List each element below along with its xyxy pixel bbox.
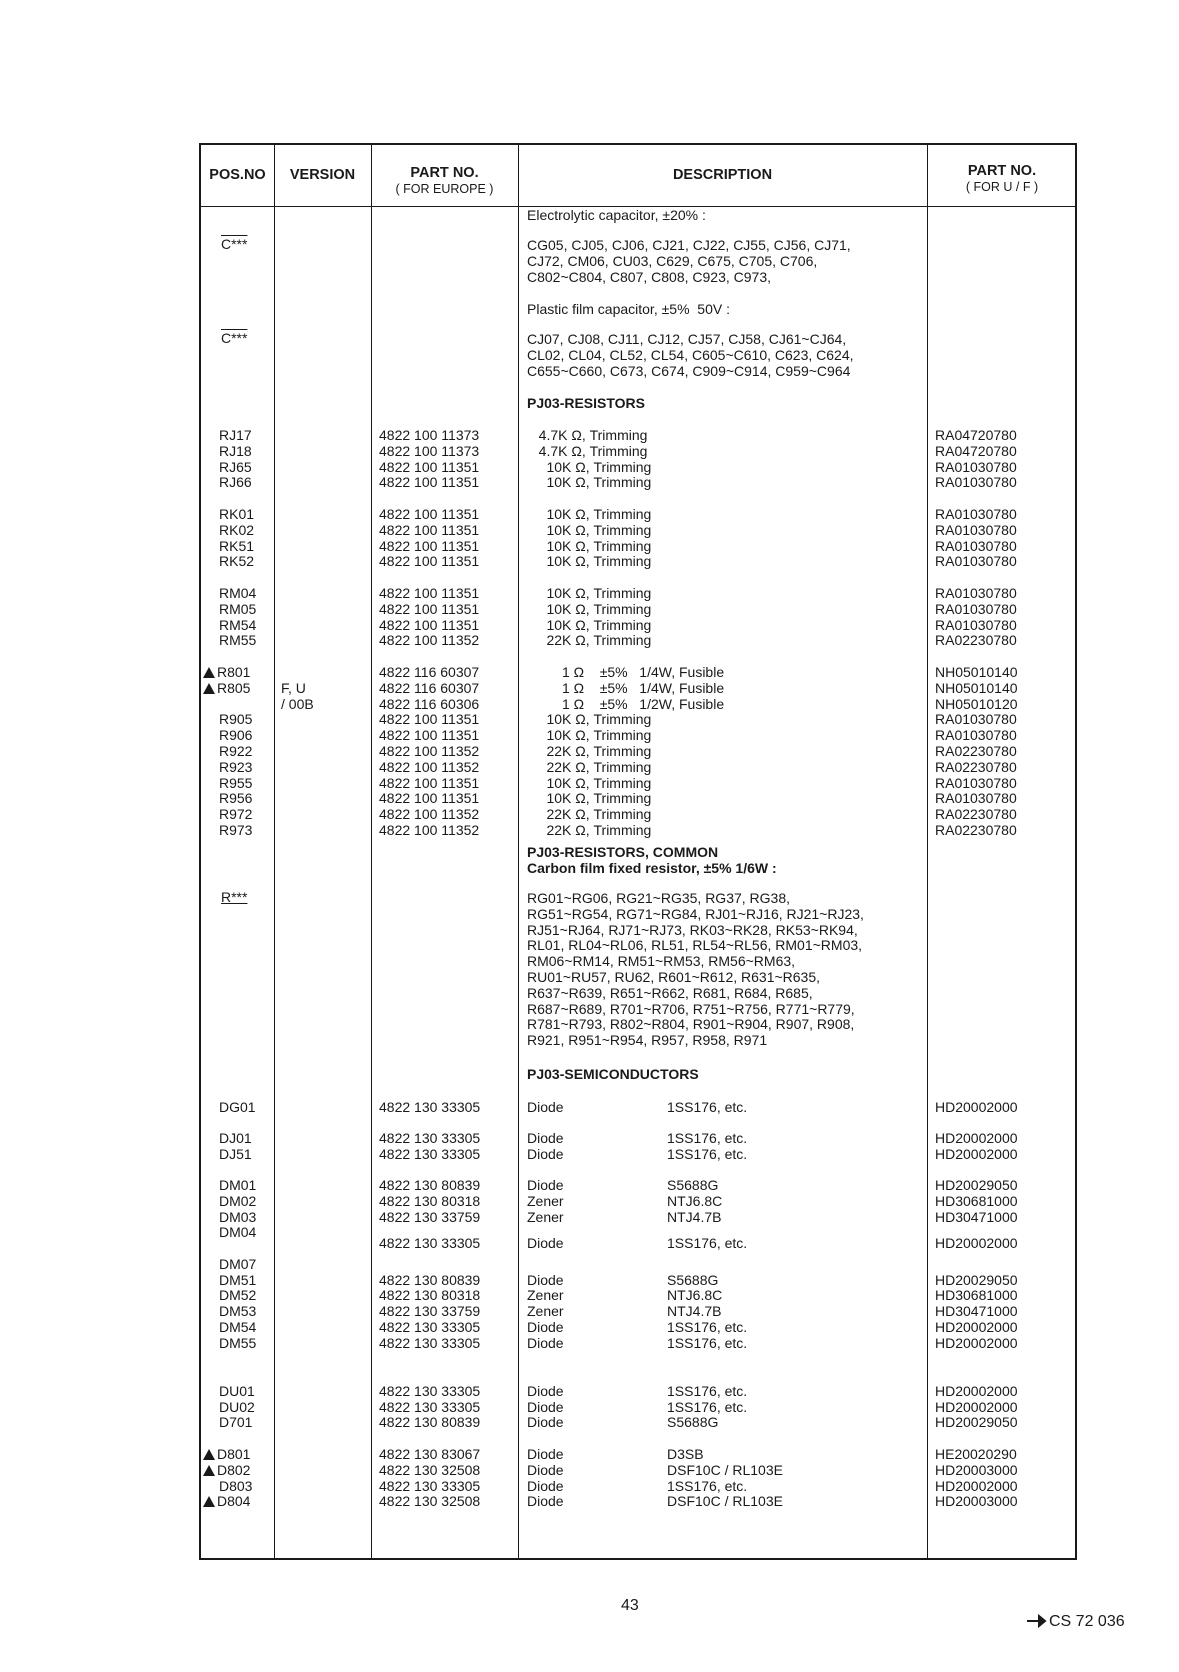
table-row-part-uf: RA01030780 [935, 521, 1017, 538]
table-row-part-eu: 4822 130 33305 [379, 1319, 481, 1335]
header-part-no-uf: PART NO. ( FOR U / F ) [965, 162, 1039, 194]
table-row-model: 1SS176, etc. [667, 1477, 748, 1494]
table-row-description: 10K Ω, Trimming [527, 506, 652, 522]
table-row-pos: RM54 [219, 616, 257, 633]
table-row-pos: D804 [203, 1494, 250, 1510]
table-row-part-uf: RA02230780 [935, 632, 1017, 649]
table-row-pos: R972 [219, 806, 253, 823]
table-row-pos: RJ65 [219, 458, 252, 475]
table-row-model: S5688G [667, 1177, 719, 1193]
table-row-pos: DM04 [219, 1224, 257, 1241]
table-row-type: Diode [527, 1177, 564, 1193]
capacitor-list-line: CJ72, CM06, CU03, C629, C675, C705, C706, [527, 252, 818, 269]
resistor-list-line: RG01~RG06, RG21~RG35, RG37, RG38, [527, 890, 791, 906]
table-row-part-uf: RA01030780 [935, 537, 1017, 554]
capacitor-list-line: CG05, CJ05, CJ06, CJ21, CJ22, CJ55, CJ56, CJ71, [527, 237, 851, 253]
table-row-version: F, U [281, 679, 306, 696]
resistor-list-line: RJ51~RJ64, RJ71~RJ73, RK03~RK28, RK53~RK94, [527, 921, 858, 938]
table-row-model: 1SS176, etc. [667, 1099, 748, 1115]
table-row-model: 1SS176, etc. [667, 1130, 748, 1146]
table-row-type: Diode [527, 1493, 564, 1510]
table-row-part-uf: HE20020290 [935, 1446, 1017, 1462]
table-row-pos: RK01 [219, 506, 255, 522]
table-row-pos: RK52 [219, 553, 255, 570]
table-row-pos: RK51 [219, 537, 255, 554]
table-row-pos: R956 [219, 790, 253, 807]
pos-no: R*** [221, 889, 248, 905]
table-row-pos: R922 [219, 743, 253, 759]
parts-list-table [199, 143, 1077, 1560]
table-row-part-uf: RA01030780 [935, 600, 1017, 617]
pointing-arrow-icon [1025, 1614, 1047, 1632]
table-row-model: DSF10C / RL103E [667, 1493, 783, 1510]
table-row-part-uf: RA01030780 [935, 553, 1017, 570]
table-row-description: 10K Ω, Trimming [527, 790, 652, 807]
table-row-type: Diode [527, 1383, 564, 1399]
table-row-type: Diode [527, 1235, 564, 1251]
table-row-type: Diode [527, 1145, 564, 1162]
table-row-type: Diode [527, 1334, 564, 1351]
table-row-part-uf: HD20002000 [935, 1398, 1018, 1415]
resistor-list-line: RG51~RG54, RG71~RG84, RJ01~RJ16, RJ21~RJ23, [527, 905, 864, 922]
table-row-pos: DM07 [219, 1255, 257, 1272]
table-row-version: / 00B [281, 695, 314, 712]
table-row-part-uf: NH05010140 [935, 679, 1018, 696]
table-row-pos: DU02 [219, 1398, 255, 1415]
warning-triangle-icon [203, 1496, 215, 1507]
table-row-part-uf: RA01030780 [935, 474, 1017, 491]
table-row-description: 10K Ω, Trimming [527, 521, 652, 538]
table-row-part-eu: 4822 130 83067 [379, 1446, 481, 1462]
table-row-model: 1SS176, etc. [667, 1319, 748, 1335]
table-row-part-uf: HD20002000 [935, 1477, 1018, 1494]
table-row-part-eu: 4822 100 11351 [379, 616, 480, 633]
resistor-list-line: R921, R951~R954, R957, R958, R971 [527, 1032, 768, 1049]
table-row-pos: DJ01 [219, 1130, 252, 1146]
table-row-model: DSF10C / RL103E [667, 1461, 783, 1478]
table-row-part-eu: 4822 130 33305 [379, 1099, 481, 1115]
table-row-type: Diode [527, 1461, 564, 1478]
table-row-type: Diode [527, 1130, 564, 1146]
table-row-pos: DM55 [219, 1334, 257, 1351]
table-row-type: Diode [527, 1398, 564, 1415]
table-row-part-uf: HD20002000 [935, 1099, 1018, 1115]
table-row-part-eu: 4822 100 11351 [379, 790, 480, 807]
table-row-description: 22K Ω, Trimming [527, 822, 652, 838]
table-row-part-uf: HD30471000 [935, 1208, 1018, 1225]
table-row-description: 22K Ω, Trimming [527, 758, 652, 775]
table-row-part-uf: HD30681000 [935, 1287, 1018, 1304]
table-row-pos: R801 [203, 665, 250, 681]
table-row-part-uf: RA01030780 [935, 616, 1017, 633]
table-row-part-eu: 4822 100 11351 [379, 537, 480, 554]
table-row-part-eu: 4822 100 11352 [379, 758, 480, 775]
table-row-pos: DU01 [219, 1383, 255, 1399]
table-row-part-eu: 4822 100 11351 [379, 585, 480, 601]
table-row-part-eu: 4822 130 33305 [379, 1145, 481, 1162]
table-row-type: Diode [527, 1414, 564, 1430]
table-row-description: 10K Ω, Trimming [527, 711, 652, 728]
table-row-part-uf: RA01030780 [935, 585, 1017, 601]
resistor-list-line: R781~R793, R802~R804, R901~R904, R907, R908, [527, 1016, 855, 1033]
table-row-model: 1SS176, etc. [667, 1398, 748, 1415]
table-row-part-eu: 4822 100 11373 [379, 427, 480, 443]
table-row-part-eu: 4822 116 60307 [379, 664, 480, 680]
table-row-part-uf: HD30681000 [935, 1192, 1018, 1209]
table-row-part-uf: HD20002000 [935, 1145, 1018, 1162]
table-row-pos: DJ51 [219, 1145, 252, 1162]
table-row-pos: DM51 [219, 1271, 257, 1288]
table-row-pos: DM52 [219, 1287, 257, 1304]
table-row-part-uf: NH05010140 [935, 664, 1018, 680]
table-row-part-eu: 4822 100 11351 [379, 774, 480, 791]
table-row-model: NTJ6.8C [667, 1287, 723, 1304]
document-code: CS 72 036 [1049, 1613, 1125, 1630]
table-row-description: 22K Ω, Trimming [527, 806, 652, 823]
table-row-description: 10K Ω, Trimming [527, 600, 652, 617]
table-row-part-uf: HD20002000 [935, 1235, 1018, 1251]
table-row-part-eu: 4822 100 11352 [379, 632, 480, 649]
table-row-part-eu: 4822 130 80318 [379, 1192, 481, 1209]
table-row-model: 1SS176, etc. [667, 1145, 748, 1162]
table-row-pos: DM53 [219, 1303, 257, 1320]
table-row-description: 10K Ω, Trimming [527, 616, 652, 633]
section-heading: Carbon film fixed resistor, ±5% 1/6W : [527, 860, 777, 876]
table-row-pos: R973 [219, 822, 253, 838]
table-row-part-uf: HD20002000 [935, 1383, 1018, 1399]
table-row-pos: RM55 [219, 632, 257, 649]
table-row-pos: RM05 [219, 600, 257, 617]
table-row-part-uf: HD20029050 [935, 1271, 1018, 1288]
pos-no: C*** [221, 330, 248, 346]
table-row-part-uf: RA04720780 [935, 427, 1017, 443]
table-row-part-uf: HD20003000 [935, 1493, 1018, 1510]
table-row-pos: R905 [219, 711, 253, 728]
table-row-type: Diode [527, 1271, 564, 1288]
section-heading: Plastic film capacitor, ±5% 50V : [527, 301, 730, 317]
table-row-type: Zener [527, 1192, 564, 1209]
capacitor-list-line: C655~C660, C673, C674, C909~C914, C959~C964 [527, 362, 851, 379]
table-row-model: S5688G [667, 1414, 719, 1430]
table-row-pos: RJ18 [219, 442, 252, 459]
column-divider [927, 145, 928, 1558]
table-row-part-eu: 4822 100 11352 [379, 806, 480, 823]
table-row-model: 1SS176, etc. [667, 1334, 748, 1351]
table-row-description: 10K Ω, Trimming [527, 458, 652, 475]
table-row-model: 1SS176, etc. [667, 1235, 748, 1251]
table-row-part-eu: 4822 100 11352 [379, 822, 480, 838]
column-divider [274, 145, 275, 1558]
table-row-part-uf: RA01030780 [935, 458, 1017, 475]
table-row-type: Zener [527, 1208, 564, 1225]
header-version: VERSION [289, 167, 356, 183]
table-row-pos: DM02 [219, 1192, 257, 1209]
table-row-part-eu: 4822 130 33759 [379, 1303, 481, 1320]
table-row-part-eu: 4822 100 11351 [379, 521, 480, 538]
table-row-pos: DG01 [219, 1099, 256, 1115]
table-row-type: Diode [527, 1319, 564, 1335]
table-row-pos: R955 [219, 774, 253, 791]
resistor-list-line: RM06~RM14, RM51~RM53, RM56~RM63, [527, 953, 796, 970]
warning-triangle-icon [203, 1465, 215, 1476]
table-row-part-eu: 4822 130 33305 [379, 1334, 481, 1351]
table-row-part-eu: 4822 130 33305 [379, 1383, 481, 1399]
capacitor-list-line: C802~C804, C807, C808, C923, C973, [527, 268, 771, 285]
table-row-type: Diode [527, 1446, 564, 1462]
table-row-part-eu: 4822 100 11351 [379, 711, 480, 728]
table-row-part-eu: 4822 130 33305 [379, 1130, 481, 1146]
table-row-part-eu: 4822 130 33305 [379, 1477, 481, 1494]
table-row-part-eu: 4822 130 80839 [379, 1414, 481, 1430]
table-row-pos: D701 [219, 1414, 253, 1430]
table-row-part-uf: HD20029050 [935, 1177, 1018, 1193]
table-row-pos: RM04 [219, 585, 257, 601]
resistor-list-line: RU01~RU57, RU62, R601~R612, R631~R635, [527, 969, 821, 985]
section-heading: Electrolytic capacitor, ±20% : [527, 207, 706, 223]
table-row-part-uf: RA01030780 [935, 506, 1017, 522]
table-row-type: Zener [527, 1303, 564, 1320]
pos-no: C*** [221, 236, 248, 252]
table-row-type: Diode [527, 1099, 564, 1115]
table-row-description: 10K Ω, Trimming [527, 474, 652, 491]
table-row-model: NTJ4.7B [667, 1303, 722, 1320]
table-row-part-uf: RA02230780 [935, 806, 1017, 823]
table-row-part-uf: HD20002000 [935, 1130, 1018, 1146]
table-row-description: 1 Ω ±5% 1/4W, Fusible [527, 664, 725, 680]
table-row-type: Diode [527, 1477, 564, 1494]
table-row-part-uf: HD20002000 [935, 1319, 1018, 1335]
table-row-model: D3SB [667, 1446, 704, 1462]
section-heading: PJ03-SEMICONDUCTORS [527, 1066, 699, 1082]
table-row-part-eu: 4822 100 11351 [379, 600, 480, 617]
table-row-part-eu: 4822 130 80839 [379, 1177, 481, 1193]
table-row-pos: RJ17 [219, 427, 252, 443]
table-row-part-eu: 4822 116 60307 [379, 679, 480, 696]
table-row-description: 1 Ω ±5% 1/4W, Fusible [527, 679, 725, 696]
table-row-part-eu: 4822 100 11351 [379, 458, 480, 475]
table-row-part-eu: 4822 130 32508 [379, 1493, 481, 1510]
table-row-part-eu: 4822 130 32508 [379, 1461, 481, 1478]
table-row-part-uf: HD20029050 [935, 1414, 1018, 1430]
resistor-list-line: RL01, RL04~RL06, RL51, RL54~RL56, RM01~RM03, [527, 937, 863, 954]
table-row-description: 10K Ω, Trimming [527, 553, 652, 570]
table-row-description: 4.7K Ω, Trimming [527, 427, 648, 443]
table-row-pos: R805 [203, 681, 250, 697]
table-row-description: 10K Ω, Trimming [527, 727, 652, 744]
table-row-part-uf: RA01030780 [935, 727, 1017, 744]
warning-triangle-icon [203, 683, 215, 694]
table-row-pos: DM54 [219, 1319, 257, 1335]
table-row-part-eu: 4822 130 33305 [379, 1235, 481, 1251]
table-row-description: 10K Ω, Trimming [527, 537, 652, 554]
table-row-description: 10K Ω, Trimming [527, 585, 652, 601]
table-row-pos: RJ66 [219, 474, 252, 491]
table-row-pos: DM03 [219, 1208, 257, 1225]
table-row-pos: D802 [203, 1463, 250, 1479]
table-row-pos: RK02 [219, 521, 255, 538]
table-row-part-eu: 4822 100 11351 [379, 474, 480, 491]
capacitor-list-line: CJ07, CJ08, CJ11, CJ12, CJ57, CJ58, CJ61~CJ64, [527, 331, 847, 347]
table-row-part-eu: 4822 130 80839 [379, 1271, 481, 1288]
table-row-part-eu: 4822 100 11373 [379, 442, 480, 459]
table-row-pos: R923 [219, 758, 253, 775]
table-row-part-uf: RA01030780 [935, 774, 1017, 791]
warning-triangle-icon [203, 1449, 215, 1460]
table-row-model: S5688G [667, 1271, 719, 1288]
table-row-model: NTJ4.7B [667, 1208, 722, 1225]
table-row-part-uf: RA02230780 [935, 758, 1017, 775]
table-row-part-uf: NH05010120 [935, 695, 1018, 712]
table-row-part-uf: RA01030780 [935, 711, 1017, 728]
table-row-part-eu: 4822 130 80318 [379, 1287, 481, 1304]
table-row-description: 22K Ω, Trimming [527, 743, 652, 759]
table-row-part-uf: RA02230780 [935, 822, 1017, 838]
page-number: 43 [621, 1597, 639, 1614]
table-row-pos: R906 [219, 727, 253, 744]
warning-triangle-icon [203, 667, 215, 678]
table-row-part-eu: 4822 116 60306 [379, 695, 480, 712]
table-row-model: 1SS176, etc. [667, 1383, 748, 1399]
table-row-description: 10K Ω, Trimming [527, 774, 652, 791]
table-row-type: Zener [527, 1287, 564, 1304]
table-row-part-uf: HD20003000 [935, 1461, 1018, 1478]
section-heading: PJ03-RESISTORS, COMMON [527, 844, 719, 860]
column-divider [371, 145, 372, 1558]
table-row-part-uf: HD20002000 [935, 1334, 1018, 1351]
resistor-list-line: R637~R639, R651~R662, R681, R684, R685, [527, 984, 813, 1001]
table-row-part-eu: 4822 130 33305 [379, 1398, 481, 1415]
resistor-list-line: R687~R689, R701~R706, R751~R756, R771~R779, [527, 1000, 855, 1017]
table-row-part-uf: RA04720780 [935, 442, 1017, 459]
column-divider [518, 145, 519, 1558]
table-row-description: 22K Ω, Trimming [527, 632, 652, 649]
table-row-part-uf: HD30471000 [935, 1303, 1018, 1320]
table-row-part-uf: RA02230780 [935, 743, 1017, 759]
table-row-part-eu: 4822 100 11352 [379, 743, 480, 759]
section-heading: PJ03-RESISTORS [527, 395, 646, 411]
table-row-part-eu: 4822 100 11351 [379, 727, 480, 744]
header-description: DESCRIPTION [672, 167, 773, 183]
table-row-part-eu: 4822 130 33759 [379, 1208, 481, 1225]
table-row-pos: D803 [219, 1477, 253, 1494]
header-part-no-europe: PART NO. ( FOR EUROPE ) [395, 164, 494, 196]
capacitor-list-line: CL02, CL04, CL52, CL54, C605~C610, C623, C624, [527, 346, 854, 363]
table-row-model: NTJ6.8C [667, 1192, 723, 1209]
header-pos-no: POS.NO [209, 167, 266, 183]
table-row-description: 4.7K Ω, Trimming [527, 442, 648, 459]
table-row-pos: D801 [203, 1447, 250, 1463]
table-row-part-eu: 4822 100 11351 [379, 506, 480, 522]
table-row-description: 1 Ω ±5% 1/2W, Fusible [527, 695, 725, 712]
table-row-part-eu: 4822 100 11351 [379, 553, 480, 570]
table-row-part-uf: RA01030780 [935, 790, 1017, 807]
table-row-pos: DM01 [219, 1177, 257, 1193]
